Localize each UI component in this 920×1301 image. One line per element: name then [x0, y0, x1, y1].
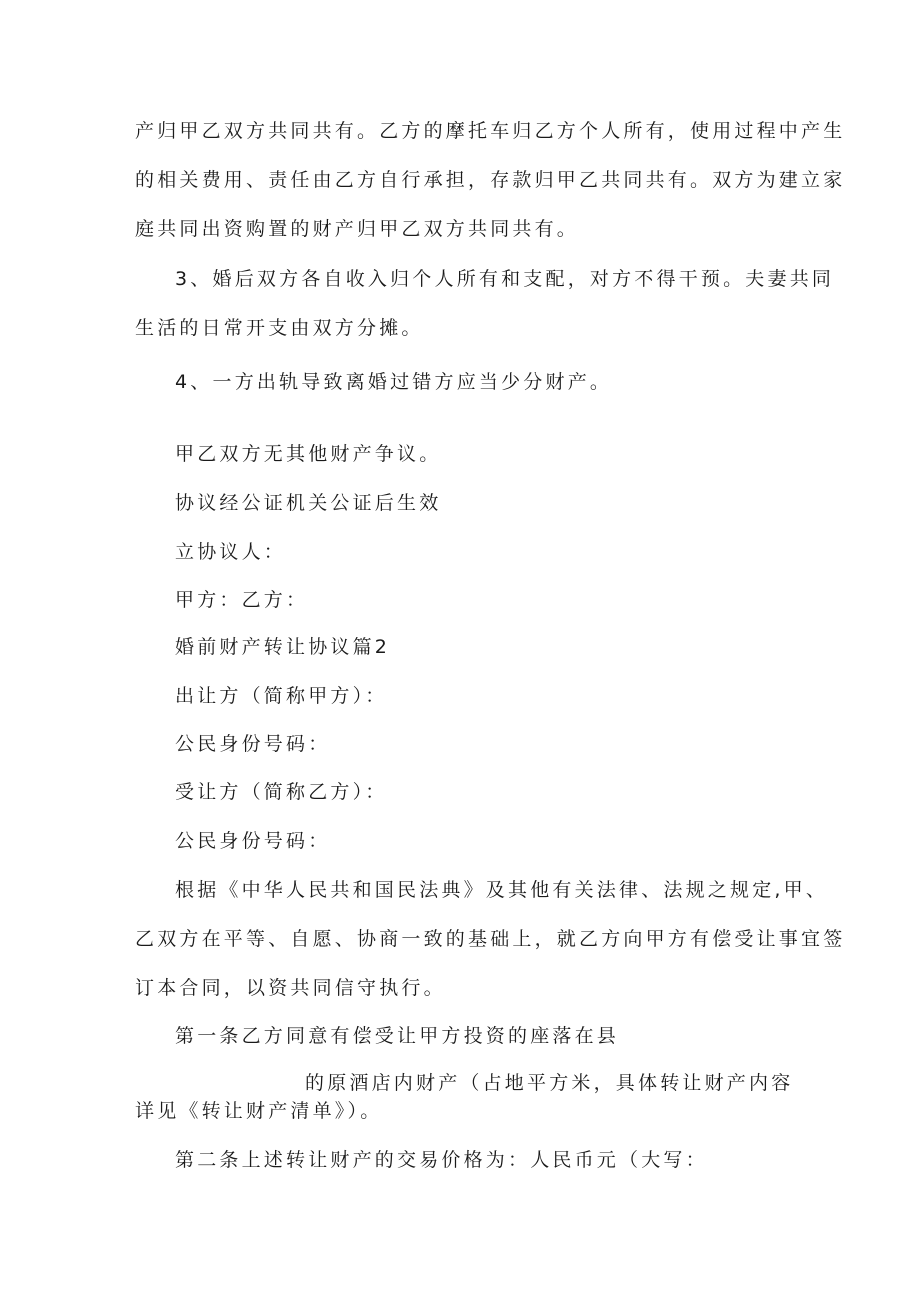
paragraph-line: 产归甲乙双方共同共有。乙方的摩托车归乙方个人所有，使用过程中产生	[135, 120, 846, 142]
paragraph-line: 公民身份号码：	[175, 830, 331, 852]
paragraph-line: 第一条乙方同意有偿受让甲方投资的座落在县	[175, 1025, 620, 1047]
paragraph-line: 受让方（简称乙方）：	[175, 781, 388, 803]
paragraph-line: 乙双方在平等、自愿、协商一致的基础上，就乙方向甲方有偿受让事宜签	[135, 928, 846, 950]
paragraph-line: 订本合同，以资共同信守执行。	[135, 977, 446, 999]
paragraph-line: 协议经公证机关公证后生效	[175, 492, 442, 514]
paragraph-line: 生活的日常开支由双方分摊。	[135, 317, 424, 339]
paragraph-line: 公民身份号码：	[175, 733, 331, 755]
paragraph-line: 3、婚后双方各自收入归个人所有和支配，对方不得干预。夫妻共同	[175, 268, 835, 290]
paragraph-line: 甲方：乙方：	[175, 589, 309, 611]
paragraph-line: 的相关费用、责任由乙方自行承担，存款归甲乙共同共有。双方为建立家	[135, 169, 846, 191]
paragraph-line: 庭共同出资购置的财产归甲乙双方共同共有。	[135, 218, 580, 240]
paragraph-line: 立协议人：	[175, 541, 287, 563]
section-heading: 婚前财产转让协议篇2	[175, 636, 391, 658]
paragraph-line: 甲乙双方无其他财产争议。	[175, 443, 442, 465]
paragraph-line: 第二条上述转让财产的交易价格为：人民币元（大写：	[175, 1149, 708, 1171]
paragraph-line: 详见《转让财产清单》）。	[135, 1100, 383, 1122]
paragraph-line: 的原酒店内财产（占地平方米，具体转让财产内容	[305, 1072, 794, 1094]
paragraph-line: 4、一方出轨导致离婚过错方应当少分财产。	[175, 371, 613, 393]
paragraph-line: 出让方（简称甲方）：	[175, 685, 388, 707]
paragraph-line: 根据《中华人民共和国民法典》及其他有关法律、法规之规定,甲、	[175, 879, 829, 901]
